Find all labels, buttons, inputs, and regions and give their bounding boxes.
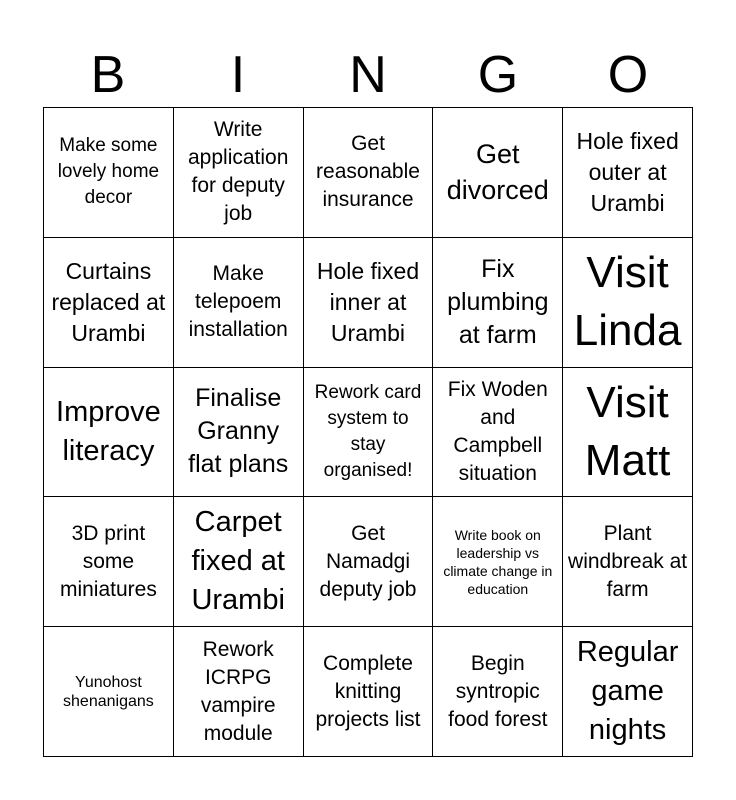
cell-text: Carpet fixed at Urambi bbox=[191, 506, 285, 617]
bingo-cell[interactable] bbox=[304, 497, 434, 627]
header-letter-o: O bbox=[607, 46, 649, 104]
bingo-cell[interactable] bbox=[174, 497, 304, 627]
cell-text: Write application for deputy job bbox=[187, 118, 289, 226]
cell-text: Curtains replaced at Urambi bbox=[51, 257, 166, 346]
bingo-cell[interactable] bbox=[433, 368, 563, 498]
bingo-cell[interactable] bbox=[563, 627, 693, 757]
cell-text: Rework ICRPG vampire module bbox=[200, 637, 276, 745]
cell-text: Visit Linda bbox=[573, 248, 682, 356]
cell-text: 3D print some miniatures bbox=[59, 521, 157, 601]
cell-text: Get reasonable insurance bbox=[316, 132, 420, 212]
bingo-cell[interactable] bbox=[563, 497, 693, 627]
bingo-cell[interactable] bbox=[563, 368, 693, 498]
cell-text: Begin syntropic food forest bbox=[448, 651, 548, 731]
bingo-cell[interactable] bbox=[304, 108, 434, 238]
bingo-cell[interactable] bbox=[44, 497, 174, 627]
bingo-cell[interactable] bbox=[304, 238, 434, 368]
cell-text: Write book on leadership vs climate change in education bbox=[443, 526, 553, 597]
bingo-cell[interactable] bbox=[433, 497, 563, 627]
cell-text: Make telepoem installation bbox=[188, 262, 288, 342]
cell-text: Hole fixed inner at Urambi bbox=[316, 257, 420, 346]
bingo-cell[interactable] bbox=[433, 238, 563, 368]
cell-text: Get Namadgi deputy job bbox=[319, 521, 417, 601]
cell-text: Fix Woden and Campbell situation bbox=[447, 377, 548, 485]
bingo-cell[interactable] bbox=[174, 238, 304, 368]
bingo-cell[interactable] bbox=[563, 238, 693, 368]
cell-text: Plant windbreak at farm bbox=[568, 521, 688, 601]
bingo-cell[interactable] bbox=[44, 238, 174, 368]
cell-text: Visit Matt bbox=[584, 377, 671, 485]
bingo-cell[interactable] bbox=[304, 627, 434, 757]
cell-text: Improve literacy bbox=[56, 395, 161, 467]
bingo-cell[interactable] bbox=[563, 108, 693, 238]
bingo-cell[interactable] bbox=[174, 627, 304, 757]
bingo-cell[interactable] bbox=[433, 108, 563, 238]
cell-text: Hole fixed outer at Urambi bbox=[576, 127, 679, 216]
header-letter-i: I bbox=[230, 46, 246, 104]
bingo-cell[interactable] bbox=[44, 627, 174, 757]
bingo-cell[interactable] bbox=[174, 368, 304, 498]
cell-text: Fix plumbing at farm bbox=[447, 254, 549, 349]
header-letter-b: B bbox=[90, 46, 126, 104]
bingo-cell[interactable] bbox=[304, 368, 434, 498]
cell-text: Regular game nights bbox=[576, 636, 679, 747]
bingo-header bbox=[43, 46, 693, 104]
bingo-cell[interactable] bbox=[44, 368, 174, 498]
bingo-cell[interactable] bbox=[44, 108, 174, 238]
header-letter-g: G bbox=[477, 46, 519, 104]
bingo-cell[interactable] bbox=[433, 627, 563, 757]
cell-text: Rework card system to stay organised! bbox=[314, 381, 422, 481]
cell-text: Yunohost shenanigans bbox=[63, 673, 154, 710]
bingo-cell[interactable] bbox=[174, 108, 304, 238]
cell-text: Make some lovely home decor bbox=[57, 135, 160, 209]
cell-text: Get divorced bbox=[446, 139, 549, 206]
cell-text: Finalise Granny flat plans bbox=[188, 384, 289, 479]
header-letter-n: N bbox=[349, 46, 387, 104]
cell-text: Complete knitting projects list bbox=[315, 651, 421, 731]
bingo-grid bbox=[43, 107, 693, 757]
